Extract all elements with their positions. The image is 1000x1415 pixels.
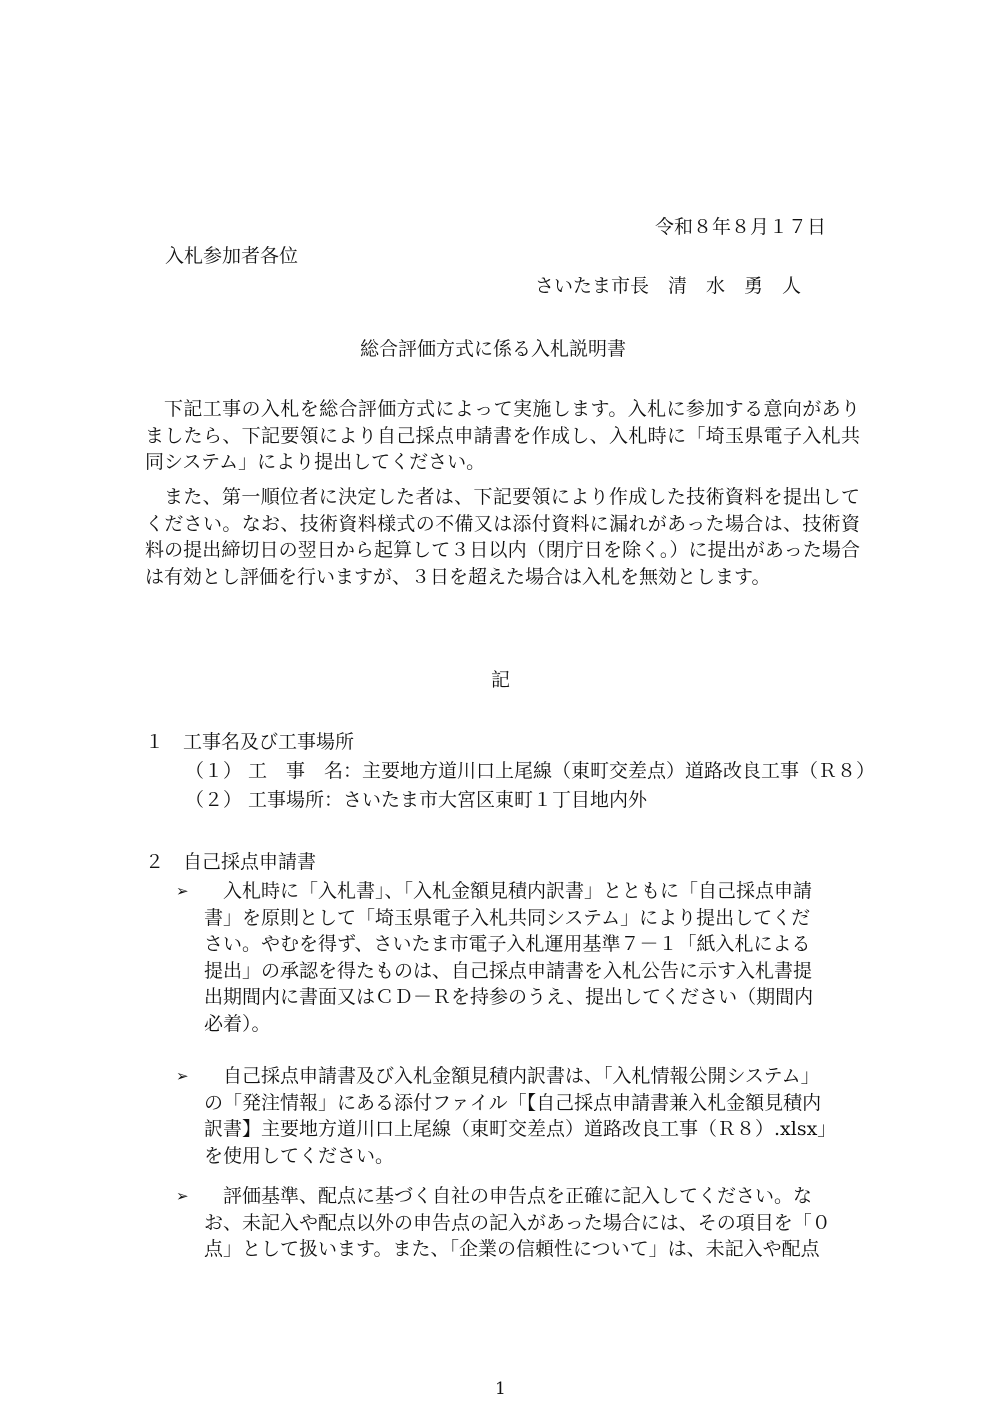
addressee: 入札参加者各位 <box>165 245 299 267</box>
issue-date: 令和８年８月１７日 <box>655 216 827 238</box>
section-1-heading: １ 工事名及び工事場所 <box>145 731 355 753</box>
section-2-heading: ２ 自己採点申請書 <box>145 851 317 873</box>
document-title: 総合評価方式に係る入札説明書 <box>360 338 627 360</box>
intro-paragraph-1: 下記工事の入札を総合評価方式によって実施します。入札に参加する意向がありましたら、下記要領により自己採点申請書を作成し、入札時に「埼玉県電子入札共同システム」により提出してください。 <box>145 398 860 473</box>
bullet-arrow-icon: ➢ <box>176 1187 189 1205</box>
page-number: 1 <box>495 1379 506 1399</box>
intro-paragraph-2: また、第一順位者に決定した者は、下記要領により作成した技術資料を提出してください。なお、技術資料様式の不備又は添付資料に漏れがあった場合は、技術資料の提出締切日の翌日から起算して３日以内（閉庁日を除く。）に提出があった場合は有効とし評価を行いますが、３日を超えた場合は入札を無効とします。 <box>145 486 860 588</box>
bullet-arrow-icon: ➢ <box>176 882 189 900</box>
bullet-2-text: 自己採点申請書及び入札金額見積内訳書は、「入札情報公開システム」 の「発注情報」にある添付ファイル「【自己採点申請書兼入札金額見積内 訳書】主要地方道川口上尾線（東町交差点）道路改良工事（Ｒ８）.xlsx」 を使用してください。 <box>204 1065 837 1167</box>
ki-heading: 記 <box>491 669 511 691</box>
bullet-3-text: 評価基準、配点に基づく自社の申告点を正確に記入してください。な お、未記入や配点以外の申告点の記入があった場合には、その項目を「０ 点」として扱います。また、「企業の信頼性について」は、未記入や配点 <box>204 1185 831 1260</box>
bullet-1-text: 入札時に「入札書」、「入札金額見積内訳書」とともに「自己採点申請 書」を原則として「埼玉県電子入札共同システム」により提出してくだ さい。やむを得ず、さいたま市電子入札運用基準７－１「紙入札による 提出」の承認を得たものは、自己採点申請書を入札公告に示す入札書提 出期間内に書面又はＣＤ－Ｒを持参のうえ、提出してください（期間内 必着）。 <box>204 880 814 1035</box>
bullet-arrow-icon: ➢ <box>176 1067 189 1085</box>
section-1-item-1: （１） 工 事 名：主要地方道川口上尾線（東町交差点）道路改良工事（Ｒ８） <box>185 760 876 782</box>
sender: さいたま市長 清 水 勇 人 <box>535 275 802 297</box>
section-1-item-2: （２） 工事場所：さいたま市大宮区東町１丁目地内外 <box>185 789 648 811</box>
